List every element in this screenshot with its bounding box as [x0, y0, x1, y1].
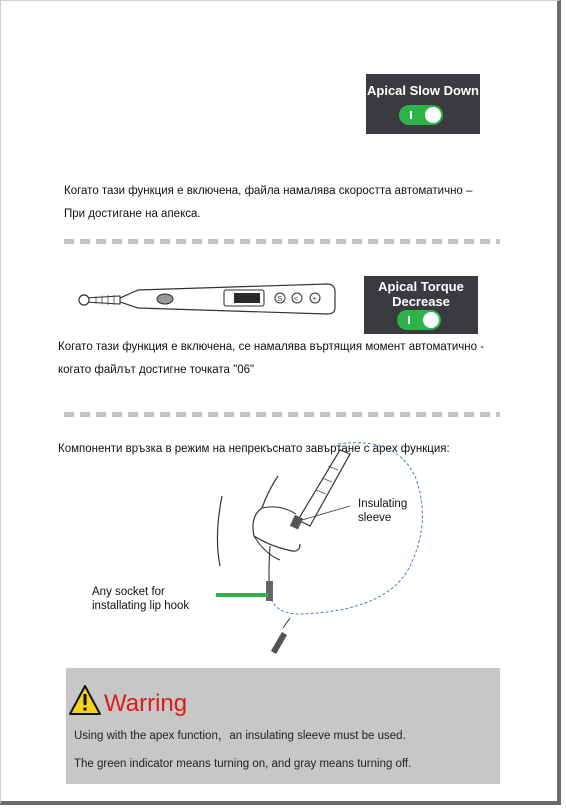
- toggle-on-mark-icon: [410, 111, 412, 119]
- insulating-sleeve-label: [358, 497, 407, 525]
- badge-title-line-1: Apical Torque: [378, 279, 464, 294]
- badge-title-line-2: Decrease: [392, 294, 450, 309]
- paragraph-3-line-1: Компоненти връзка в режим на непрекъснато завъртане с apex функция:: [58, 443, 450, 455]
- apical-slow-down-badge: [366, 74, 480, 134]
- socket-label: [92, 585, 189, 613]
- green-socket-pointer: [216, 593, 268, 597]
- handpiece-illustration: [72, 278, 342, 320]
- toggle-on-mark-icon: [408, 316, 410, 324]
- apical-torque-decrease-toggle[interactable]: [397, 310, 441, 330]
- dashed-divider: [64, 412, 500, 417]
- paragraph-2-line-1: Когато тази функция е включена, се намалява въртящия момент автоматично -: [58, 341, 485, 353]
- socket-label-line-2: installating lip hook: [92, 600, 190, 612]
- svg-text:<: <: [294, 296, 299, 303]
- socket-label-line-1: Any socket for: [92, 586, 165, 598]
- svg-text:+: +: [312, 296, 317, 303]
- warning-line-1: Using with the apex function，an insulating sleeve must be used.: [74, 730, 406, 742]
- paragraph-1-line-1: Когато тази функция е включена, файла намалява скоростта автоматично –: [64, 185, 473, 197]
- warning-box: [66, 668, 500, 784]
- apical-torque-decrease-badge: [364, 276, 478, 334]
- svg-text:S: S: [277, 296, 283, 303]
- paragraph-2-line-2: когато файлът достигне точката "06": [58, 364, 255, 376]
- toggle-knob: [425, 107, 441, 123]
- insulating-sleeve-label-line-2: sleeve: [358, 512, 392, 524]
- warning-line-2: The green indicator means turning on, and gray means turning off.: [74, 758, 412, 770]
- apex-connection-figure: [210, 436, 440, 666]
- dashed-divider: [64, 239, 500, 244]
- toggle-knob: [423, 312, 439, 328]
- warning-triangle-icon: [68, 684, 102, 716]
- paragraph-1-line-2: При достигане на апекса.: [64, 208, 201, 220]
- badge-title: Apical Slow Down: [367, 83, 479, 98]
- apical-slow-down-toggle[interactable]: [399, 105, 443, 125]
- insulating-sleeve-label-line-1: Insulating: [358, 498, 408, 510]
- warning-title: Warring: [104, 690, 188, 717]
